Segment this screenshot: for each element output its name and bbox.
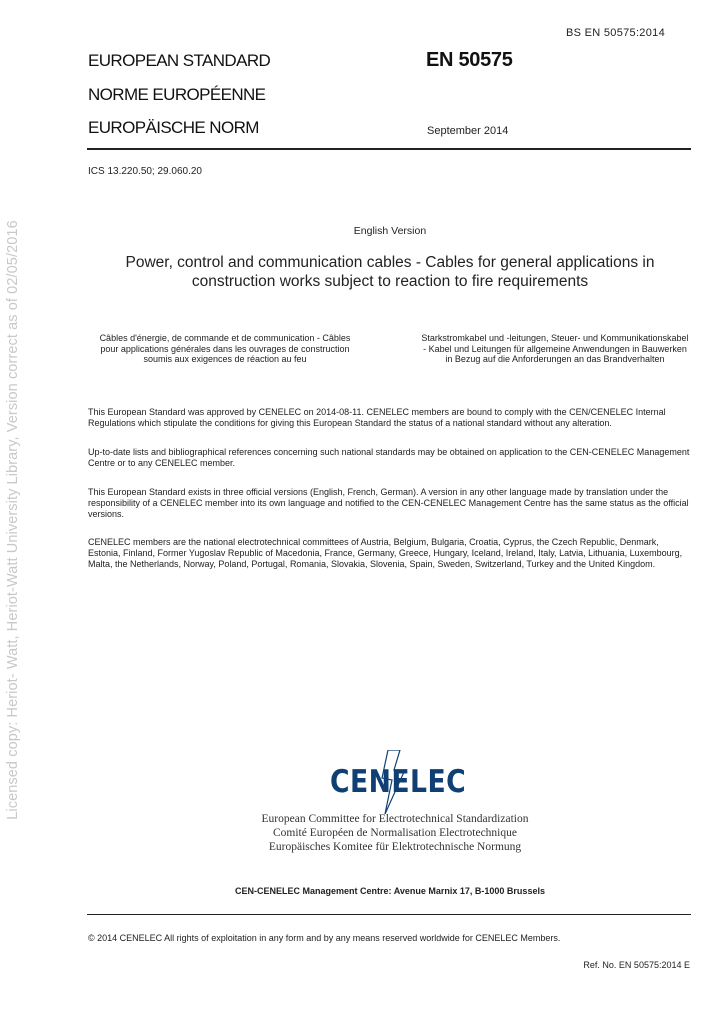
standard-number: EN 50575 [426, 49, 513, 71]
publication-date: September 2014 [427, 125, 509, 137]
references-paragraph: Up-to-date lists and bibliographical references concerning such national standards may be obtained on application to the CEN-CENELEC Management Centre or to any CENELEC member. [88, 447, 690, 468]
header-german: EUROPÄISCHE NORM [88, 118, 259, 137]
french-title: Câbles d'énergie, de commande et de communication - Câbles pour applications générales dans les ouvrages de construction soumis aux exigences de réaction au feu [99, 333, 351, 364]
committee-name-en: European Committee for Electrotechnical Standardization [261, 813, 529, 825]
copyright-notice: © 2014 CENELEC All rights of exploitation in any form and by any means reserved worldwide for CENELEC Members. [88, 933, 561, 943]
versions-paragraph: This European Standard exists in three official versions (English, French, German). A version in any other language made by translation under the responsibility of a CENELEC member into its own language and notified to the CEN-CENELEC Management Centre has the same status as the official versions. [88, 487, 689, 519]
ics-code: ICS 13.220.50; 29.060.20 [88, 166, 202, 177]
header-english: EUROPEAN STANDARD [88, 51, 271, 70]
document-title: Power, control and communication cables - Cables for general applications in construction works subject to reaction to fire requirements [125, 254, 655, 290]
committee-name-fr: Comité Européen de Normalisation Electrotechnique [273, 827, 517, 839]
german-title: Starkstromkabel und -leitungen, Steuer- und Kommunikationskabel - Kabel und Leitungen für allgemeine Anwendungen in Bauwerken in Bezug auf die Anforderungen an das Brandverhalten [421, 333, 689, 364]
members-paragraph: CENELEC members are the national electrotechnical committees of Austria, Belgium, Bulgaria, Croatia, Cyprus, the Czech Republic, Denmark, Estonia, Finland, Former Yugoslav Republic of Macedonia, France, Germany, Greece, Hungary, Iceland, Ireland, Italy, Latvia, Lithuania, Luxembourg, Malta, the Netherlands, Norway, Poland, Portugal, Romania, Slovakia, Slovenia, Spain, Sweden, Switzerland, Turkey and the United Kingdom. [88, 537, 683, 569]
approval-paragraph: This European Standard was approved by CENELEC on 2014-08-11. CENELEC members are bound to comply with the CEN/CENELEC Internal Regulations which stipulate the conditions for giving this European Standard the status of a national standard without any alteration. [88, 407, 666, 428]
language-version: English Version [353, 225, 427, 237]
cenelec-logo [330, 750, 467, 814]
reference-number: Ref. No. EN 50575:2014 E [583, 960, 690, 970]
header-rule [87, 148, 691, 150]
document-reference: BS EN 50575:2014 [566, 27, 665, 39]
license-watermark [2, 200, 24, 840]
management-centre-address: CEN-CENELEC Management Centre: Avenue Marnix 17, B-1000 Brussels [235, 886, 545, 896]
footer-rule [87, 914, 691, 915]
logo-wordmark: CENELEC [330, 764, 467, 800]
committee-name-de: Europäisches Komitee für Elektrotechnische Normung [268, 841, 522, 853]
watermark-text: Licensed copy: Heriot- Watt, Heriot-Watt University Library, Version correct as of 02/05/2016 [5, 220, 21, 820]
header-french: NORME EUROPÉENNE [88, 85, 266, 104]
